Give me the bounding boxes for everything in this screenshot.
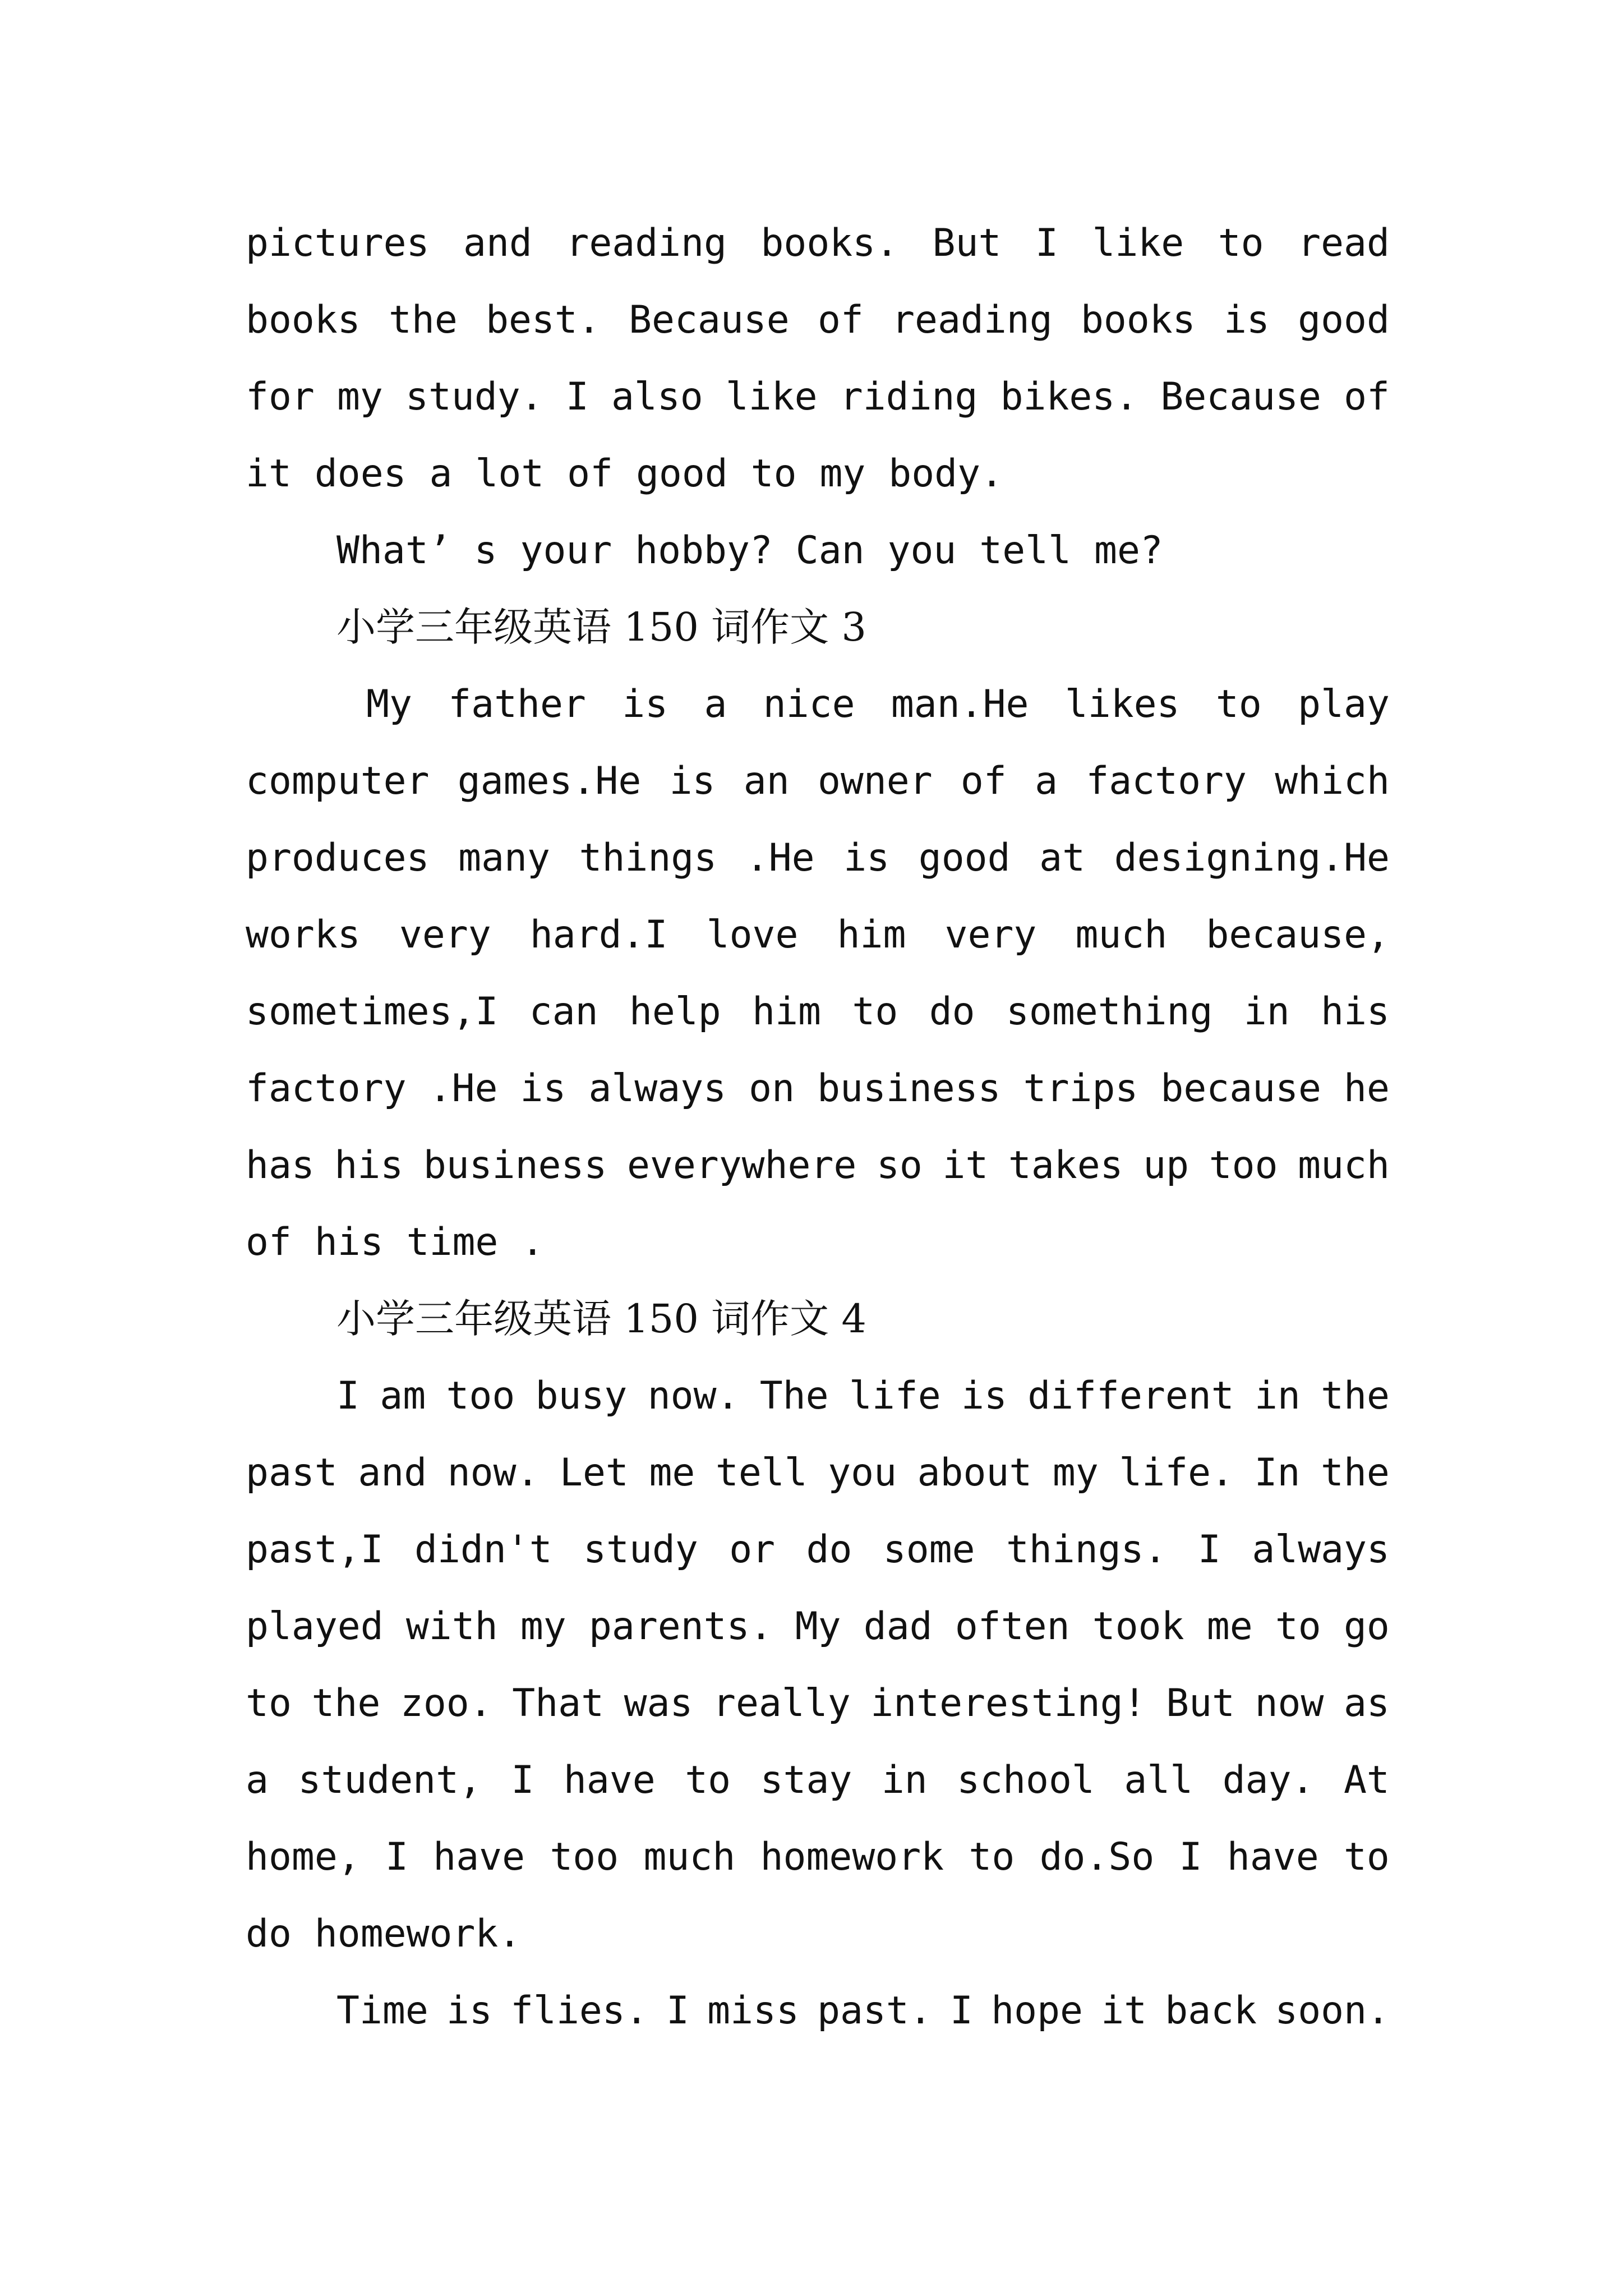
paragraph-line xyxy=(246,205,1390,282)
paragraph-line xyxy=(246,743,1390,820)
word: best. xyxy=(486,298,601,342)
word: I xyxy=(950,1989,973,2033)
word: is xyxy=(520,1066,566,1111)
paragraph-line: it does a lot of good to my body. xyxy=(246,452,1004,496)
word: read xyxy=(1298,221,1390,265)
word: The xyxy=(759,1374,829,1418)
document-body xyxy=(246,205,1390,2049)
word: things. xyxy=(1006,1527,1167,1572)
word: But xyxy=(1166,1681,1235,1726)
word: up xyxy=(1143,1143,1189,1188)
word: my xyxy=(520,1604,566,1649)
word: I xyxy=(511,1758,534,1802)
word: designing.He xyxy=(1114,836,1390,880)
word: took xyxy=(1092,1604,1184,1649)
word: good xyxy=(918,836,1011,880)
word: dad xyxy=(863,1604,933,1649)
section-heading: 小学三年级英语 150 词作文 4 xyxy=(336,1296,866,1342)
word: produces xyxy=(246,836,430,880)
word: much xyxy=(1298,1143,1390,1188)
word: Time xyxy=(336,1989,428,2033)
word: him xyxy=(752,990,821,1034)
word: so xyxy=(876,1143,923,1188)
word: or xyxy=(729,1527,776,1572)
word: you xyxy=(828,1451,897,1495)
word: homework xyxy=(760,1835,944,1879)
word: to xyxy=(1215,682,1262,726)
word: is xyxy=(446,1989,492,2033)
paragraph-line xyxy=(246,666,1390,743)
word: At xyxy=(1343,1758,1390,1802)
word: That xyxy=(512,1681,605,1726)
word: good xyxy=(1298,298,1390,342)
word: In xyxy=(1254,1451,1301,1495)
word: miss xyxy=(707,1989,799,2033)
word: my xyxy=(336,375,383,419)
word: was xyxy=(624,1681,693,1726)
word: to xyxy=(852,990,898,1034)
word: often xyxy=(955,1604,1070,1649)
word: the xyxy=(311,1681,381,1726)
word: Because xyxy=(629,298,790,342)
paragraph-line xyxy=(246,820,1390,896)
word: something xyxy=(1006,990,1213,1034)
word: reading xyxy=(892,298,1053,342)
paragraph-line xyxy=(246,896,1390,973)
word: of xyxy=(960,759,1007,803)
word: play xyxy=(1298,682,1390,726)
word: business xyxy=(423,1143,607,1188)
word: home, xyxy=(246,1835,361,1879)
word: past xyxy=(246,1451,338,1495)
word: to xyxy=(1343,1835,1390,1879)
word: many xyxy=(458,836,550,880)
word: study xyxy=(583,1527,698,1572)
word: to xyxy=(685,1758,731,1802)
word: do.So xyxy=(1039,1835,1155,1879)
word: played xyxy=(246,1604,384,1649)
word: all xyxy=(1124,1758,1193,1802)
word: the xyxy=(1321,1374,1390,1418)
word: I xyxy=(666,1989,689,2033)
word: factory xyxy=(246,1066,407,1111)
word: life. xyxy=(1119,1451,1234,1495)
word: to xyxy=(1275,1604,1321,1649)
word: books xyxy=(1080,298,1196,342)
word: life xyxy=(849,1374,941,1418)
paragraph-line xyxy=(246,1742,1390,1819)
word: of xyxy=(817,298,864,342)
word: is xyxy=(669,759,716,803)
word: riding xyxy=(840,375,978,419)
word: because, xyxy=(1206,913,1390,957)
word: too xyxy=(550,1835,619,1879)
paragraph-line xyxy=(246,973,1390,1050)
word: father xyxy=(448,682,586,726)
paragraph-line xyxy=(246,282,1390,358)
paragraph-line xyxy=(246,1972,1390,2049)
word: the xyxy=(388,298,458,342)
paragraph-line xyxy=(246,1819,1390,1895)
word: I xyxy=(1035,221,1058,265)
word: didn't xyxy=(414,1527,552,1572)
word: and xyxy=(358,1451,427,1495)
word: my xyxy=(1052,1451,1099,1495)
word: because xyxy=(1160,1066,1321,1111)
word: .He xyxy=(745,836,815,880)
word: Because xyxy=(1160,375,1321,419)
word: like xyxy=(1092,221,1184,265)
word: games.He xyxy=(457,759,642,803)
word: very xyxy=(399,913,491,957)
word: always xyxy=(1252,1527,1390,1572)
word: do xyxy=(806,1527,852,1572)
word: I xyxy=(1197,1527,1221,1572)
word: man.He xyxy=(891,682,1029,726)
paragraph-line xyxy=(246,1434,1390,1511)
word: past. xyxy=(817,1989,932,2033)
word: .He xyxy=(428,1066,498,1111)
word: also xyxy=(611,375,703,419)
word: am xyxy=(380,1374,426,1418)
word: now. xyxy=(447,1451,540,1495)
word: I xyxy=(1179,1835,1202,1879)
word: a xyxy=(704,682,727,726)
word: too xyxy=(446,1374,515,1418)
word: soon. xyxy=(1275,1989,1390,2033)
word: I xyxy=(336,1374,359,1418)
word: hard.I xyxy=(529,913,668,957)
word: takes xyxy=(1008,1143,1123,1188)
word: can xyxy=(529,990,598,1034)
word: love xyxy=(706,913,799,957)
word: student, xyxy=(298,1758,482,1802)
word: day. xyxy=(1222,1758,1315,1802)
word: to xyxy=(246,1681,292,1726)
word: the xyxy=(1321,1451,1390,1495)
word: for xyxy=(246,375,315,419)
word: he xyxy=(1344,1066,1390,1111)
word: his xyxy=(334,1143,404,1188)
word: have xyxy=(563,1758,656,1802)
word: now xyxy=(1255,1681,1324,1726)
word: as xyxy=(1344,1681,1390,1726)
word: too xyxy=(1209,1143,1278,1188)
word: of xyxy=(1344,375,1390,419)
word: trips xyxy=(1023,1066,1138,1111)
word: is xyxy=(1223,298,1270,342)
word: in xyxy=(1243,990,1290,1034)
word: his xyxy=(1321,990,1390,1034)
word: have xyxy=(1227,1835,1319,1879)
word: computer xyxy=(246,759,430,803)
word: do xyxy=(929,990,975,1034)
word: to xyxy=(969,1835,1015,1879)
paragraph-line: What’ s your hobby? Can you tell me? xyxy=(336,528,1163,573)
word: back xyxy=(1165,1989,1257,2033)
word: on xyxy=(749,1066,795,1111)
word: much xyxy=(643,1835,736,1879)
word: sometimes,I xyxy=(246,990,499,1034)
word: study. xyxy=(405,375,543,419)
word: now. xyxy=(647,1374,740,1418)
word: My xyxy=(795,1604,841,1649)
word: with xyxy=(405,1604,498,1649)
word: is xyxy=(843,836,890,880)
word: business xyxy=(817,1066,1001,1111)
word: busy xyxy=(535,1374,628,1418)
section-heading: 小学三年级英语 150 词作文 3 xyxy=(336,604,866,650)
word: interesting! xyxy=(870,1681,1146,1726)
word: it xyxy=(942,1143,989,1188)
word: books xyxy=(246,298,361,342)
word: likes xyxy=(1064,682,1180,726)
word: But xyxy=(932,221,1002,265)
word: My xyxy=(366,682,412,726)
word: and xyxy=(463,221,532,265)
word: zoo. xyxy=(400,1681,492,1726)
word: hope xyxy=(991,1989,1083,2033)
paragraph-line xyxy=(246,1358,1390,1434)
word: in xyxy=(881,1758,928,1802)
paragraph-line xyxy=(246,1588,1390,1665)
word: it xyxy=(1101,1989,1147,2033)
word: flies. xyxy=(510,1989,648,2033)
word: different xyxy=(1027,1374,1234,1418)
word: always xyxy=(588,1066,727,1111)
word: me xyxy=(649,1451,695,1495)
word: past,I xyxy=(246,1527,384,1572)
word: reading xyxy=(566,221,727,265)
word: pictures xyxy=(246,221,430,265)
word: him xyxy=(837,913,906,957)
word: in xyxy=(1254,1374,1301,1418)
word: is xyxy=(622,682,668,726)
word: go xyxy=(1343,1604,1390,1649)
word: tell xyxy=(715,1451,808,1495)
word: some xyxy=(883,1527,975,1572)
word: is xyxy=(961,1374,1007,1418)
paragraph-line xyxy=(246,358,1390,435)
word: factory xyxy=(1086,759,1247,803)
paragraph-line xyxy=(246,1127,1390,1204)
paragraph-line xyxy=(246,1050,1390,1127)
word: about xyxy=(917,1451,1032,1495)
word: books. xyxy=(760,221,899,265)
paragraph-line xyxy=(246,1511,1390,1588)
paragraph-line xyxy=(246,1665,1390,1742)
word: I xyxy=(565,375,589,419)
word: school xyxy=(957,1758,1095,1802)
word: a xyxy=(1035,759,1058,803)
word: have xyxy=(433,1835,525,1879)
word: at xyxy=(1039,836,1086,880)
word: a xyxy=(246,1758,269,1802)
word: much xyxy=(1075,913,1168,957)
word: really xyxy=(713,1681,851,1726)
paragraph-line: of his time . xyxy=(246,1220,545,1264)
word: me xyxy=(1206,1604,1253,1649)
word: owner xyxy=(817,759,933,803)
word: help xyxy=(629,990,721,1034)
word: to xyxy=(1218,221,1264,265)
word: bikes. xyxy=(1000,375,1138,419)
word: which xyxy=(1275,759,1390,803)
word: like xyxy=(725,375,818,419)
word: things xyxy=(579,836,717,880)
word: stay xyxy=(760,1758,852,1802)
paragraph-line: do homework. xyxy=(246,1912,522,1956)
word: has xyxy=(246,1143,315,1188)
word: very xyxy=(944,913,1037,957)
word: parents. xyxy=(588,1604,773,1649)
word: everywhere xyxy=(626,1143,857,1188)
word: an xyxy=(743,759,790,803)
word: nice xyxy=(763,682,855,726)
word: Let xyxy=(560,1451,629,1495)
word: works xyxy=(246,913,361,957)
word: I xyxy=(385,1835,408,1879)
